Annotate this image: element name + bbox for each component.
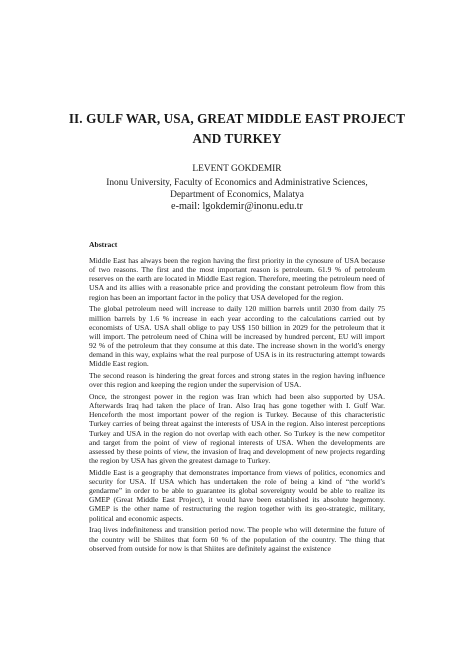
abstract-paragraph: Middle East is a geography that demonstrates importance from views of politics, economics and security for USA. If USA which has undertaken the role of being a kind of “the world’s gendarme” in order to be able to guarantee its global sovereignty would be able to realize its GMEP (Great Middle East Project), it would have been established its absolute hegemony. GMEP is the other name of restructuring the region together with its geo-strategic, military, political and economic aspects.: [89, 467, 385, 523]
paper-title: II. GULF WAR, USA, GREAT MIDDLE EAST PROJECT AND TURKEY: [68, 111, 406, 146]
abstract-body: [89, 256, 385, 555]
abstract-paragraph: Once, the strongest power in the region was Iran which had been also supported by USA. Afterwards Iraq had taken the place of Iran. Also Iraq has gone together with I. Gulf War. Henceforth the most important power of the region is Turkey. Because of this characteristic Turkey carries of being threat against the interests of USA in the region. Also interest perceptions Turkey and USA in the region do not overlap with each other. So Turkey is the new competitor and target from the point of view of regional interests of USA. When the developments are assessed by these points of view, the invasion of Iraq and development of new projects regarding the region by USA has given the greatest damage to Turkey.: [89, 391, 385, 466]
abstract-heading: Abstract: [89, 240, 118, 249]
author-affiliation: [60, 178, 414, 213]
affiliation-line-1: Inonu University, Faculty of Economics and Administrative Sciences,: [106, 178, 368, 188]
author-email: e-mail: lgokdemir@inonu.edu.tr: [171, 201, 303, 212]
abstract-paragraph: Middle East has always been the region having the first priority in the cynosure of USA because of two reasons. The first and the most important reason is petroleum. 61.9 % of petroleum reserves on the earth are located in Middle East region. Therefore, meeting the petroleum need of USA and its allies with a reasonable price and providing the constant petroleum flow from this region has been an important factor in the policy that USA developed for the region.: [89, 256, 385, 302]
author-name: LEVENT GOKDEMIR: [192, 164, 282, 174]
affiliation-line-2: Department of Economics, Malatya: [170, 189, 304, 200]
abstract-paragraph: The global petroleum need will increase to daily 120 million barrels until 2030 from daily 75 million barrels by 1.6 % increase in each year according to the calculations carried out by economists of USA. USA shall oblige to pay US$ 150 billion in 2029 for the petroleum that it will import. The petroleum need of China will be increased by hundred percent, EU will import 92 % of the petroleum that they consume at this date. The increase shown in the world’s energy demand in this way, explains what the real purpose of USA is in its restructuring attempt towards Middle East region.: [89, 304, 385, 369]
abstract-paragraph: Iraq lives indefiniteness and transition period now. The people who will determine the future of the country will be Shiites that form 60 % of the population of the country. The thing that observed from outside for now is that Shiites are definitely against the existence: [89, 525, 385, 553]
abstract-paragraph: The second reason is hindering the great forces and strong states in the region having influence over this region and keeping the region under the supervision of USA.: [89, 371, 385, 390]
